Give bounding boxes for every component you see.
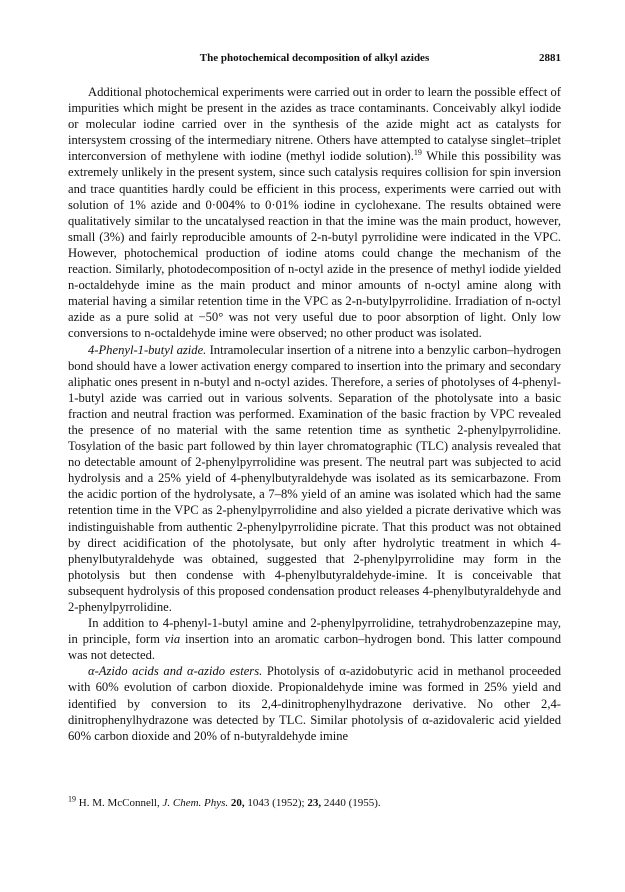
running-title: The photochemical decomposition of alkyl azides — [199, 52, 430, 64]
paragraph-text: insertion into an aromatic carbon–hydrogen bond. This latter compound was not detected. — [68, 632, 561, 663]
section-run-in-heading: 4-Phenyl-1-butyl azide. — [88, 342, 207, 357]
footnote-reference: 19 — [413, 148, 422, 158]
article-body — [68, 84, 561, 744]
running-header — [68, 52, 561, 68]
paragraph-azido-acids — [68, 663, 561, 743]
footnote-citation: 2440 (1955). — [321, 797, 381, 809]
paragraph-text: While this possibility was extremely unlikely in the present system, since such catalysis requires collision for spin inversion and trace quantities hardly could be efficient in this process, experiments were carried out with solution of 1% azide and 0·004% to 0·01% iodine in cyclohexane. The results obtained were qualitatively similar to the uncatalysed reaction in that the imine was the main product, however, small (3%) and fairly reproducible amounts of 2-n-butyl pyrrolidine were indicated in the VPC. However, photochemical production of iodine atoms could change the mechanism of the reaction. Similarly, photodecomposition of n-octyl azide in the presence of methyl iodide yielded n-octaldehyde imine as the main product and minor amounts of n-octyl amine along with material having a similar retention time in the VPC as 2-n-butylpyrrolidine. Irradiation of n-octyl azide as a pure solid at −50° was not very useful due to poor absorption of light. Only low conversions to n-octaldehyde imine were observed; no other product was isolated. — [68, 149, 562, 341]
page-number: 2881 — [539, 52, 561, 64]
paragraph-text: Intramolecular insertion of a nitrene into a benzylic carbon–hydrogen bond should have a lower activation energy compared to insertion into the primary and secondary aliphatic ones present in n-butyl and n-octyl azides. Therefore, a series of photolyses of 4-phenyl-1-butyl azide was carried out in various solvents. Separation of the photolysate into a basic fraction and neutral fraction was performed. Examination of the basic fraction by VPC revealed the presence of no material with the same retention time as synthetic 2-phenylpyrrolidine. Tosylation of the basic part followed by thin layer chromatographic (TLC) analysis revealed that no detectable amount of 2-phenylpyrrolidine was present. The neutral part was subjected to acid hydrolysis and a 25% yield of 4-phenylbutyraldehyde was isolated as its semicarbazone. From the acidic portion of the hydrolysate, a 7–8% yield of an amine was isolated which had the same retention time in the VPC as 2-phenylpyrrolidine and also yielded a picrate derivative which was indistinguishable from authentic 2-phenylpyrrolidine picrate. That this product was not obtained by direct acidification of the photolysate, but only after hydrolytic treatment in which 4-phenylbutyraldehyde was obtained, suggested that 2-phenylpyrrolidine may form in the photolysis but then condense with 4-phenylbutyraldehyde-imine. It is conceivable that subsequent hydrolysis of this proposed condensation product releases 4-phenylbutyraldehyde and 2-phenylpyrrolidine. — [68, 342, 561, 614]
footnote-journal: J. Chem. Phys. — [162, 797, 229, 809]
footnote-authors: H. M. McConnell, — [76, 797, 163, 809]
footnote-marker: 19 — [68, 794, 76, 804]
italic-word: via — [164, 632, 181, 647]
footnote — [68, 794, 561, 809]
paragraph-text: Additional photochemical experiments were carried out in order to learn the possible effect of impurities which might be present in the azides as trace contaminants. Conceivably alkyl iodide or molecular iodine carried over in the synthesis of the azide might act as catalysts for intersystem crossing of the intermediary nitrene. Others have attempted to catalyse singlet–triplet interconversion of methylene with iodine (methyl iodide solution). — [68, 85, 561, 164]
section-run-in-heading: α-Azido acids and α-azido esters. — [88, 664, 263, 679]
footnote-citation: 1043 (1952); — [244, 797, 308, 809]
paragraph-tetrahydrobenzazepine — [68, 615, 561, 663]
footnote-volume: 20, — [228, 797, 245, 809]
paragraph-phenylbutyl-azide — [68, 342, 561, 616]
footnote-volume: 23, — [307, 797, 322, 809]
paragraph-iodine-experiments — [68, 84, 561, 342]
paragraph-text: Photolysis of α-azidobutyric acid in methanol proceeded with 60% evolution of carbon dioxide. Propionaldehyde imine was formed in 25% yield and identified by conversion to its 2,4-dinitrophenylhydrazone derivative. No other 2,4-dinitrophenylhydrazone was detected by TLC. Similar photolysis of α-azidovaleric acid yielded 60% carbon dioxide and 20% of n-butyraldehyde imine — [68, 664, 561, 743]
paragraph-text: In addition to 4-phenyl-1-butyl amine and 2-phenylpyrrolidine, tetrahydrobenzazepine may, in principle, form — [68, 616, 561, 647]
